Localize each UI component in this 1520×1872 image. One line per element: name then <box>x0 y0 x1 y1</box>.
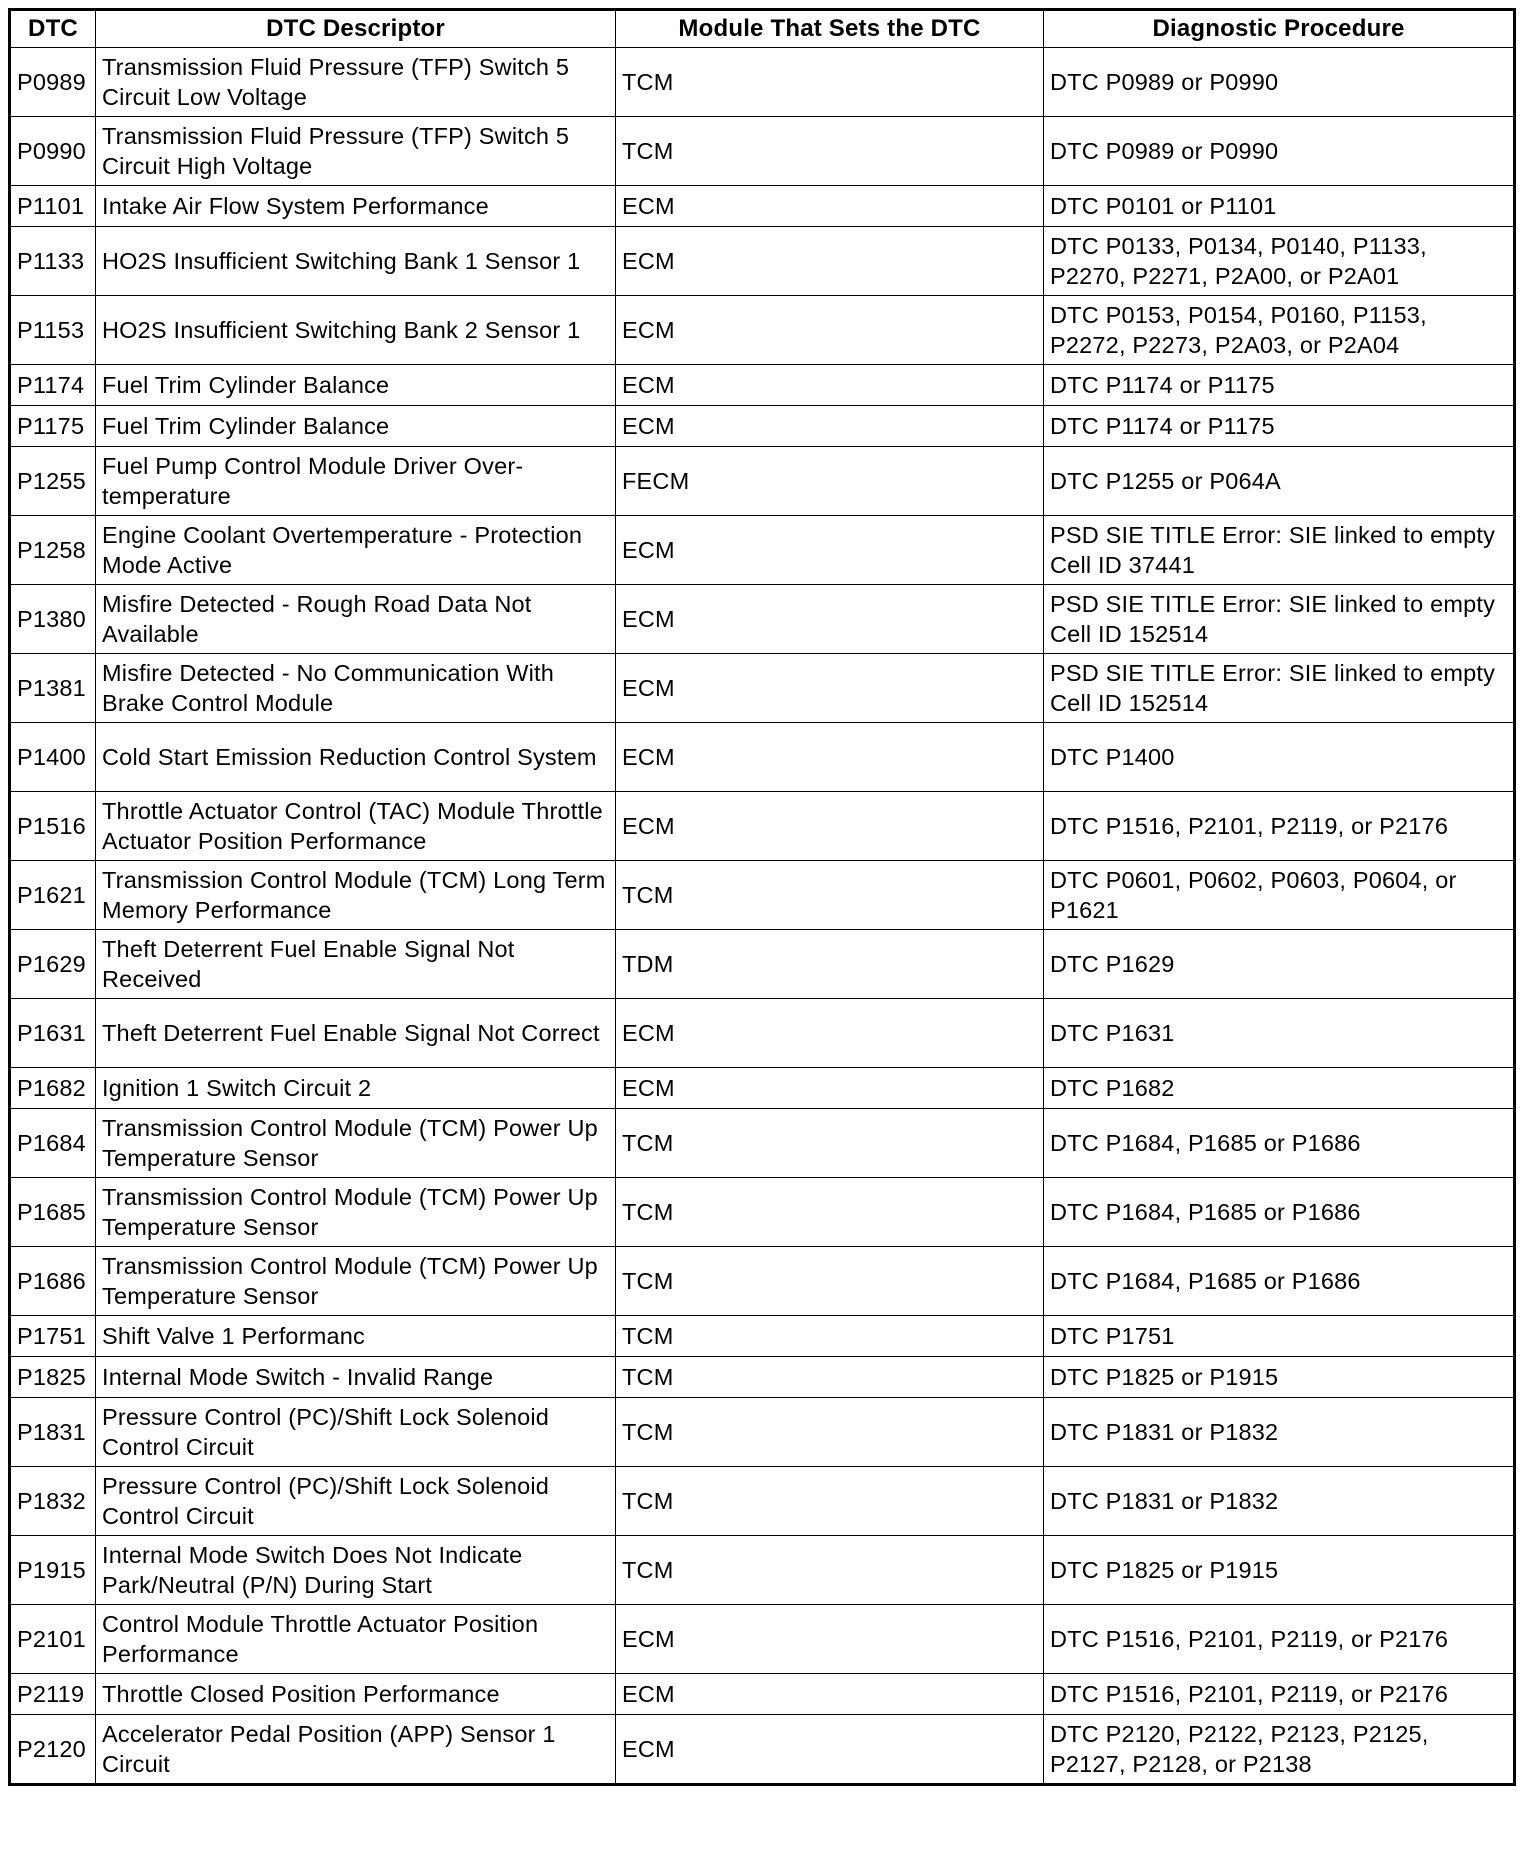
dtc-code-cell: P1255 <box>10 447 96 516</box>
descriptor-cell: Control Module Throttle Actuator Position Performance <box>96 1605 616 1674</box>
table-row <box>10 117 1515 186</box>
header-procedure: Diagnostic Procedure <box>1044 10 1515 48</box>
table-row <box>10 1605 1515 1674</box>
dtc-code-cell: P1751 <box>10 1316 96 1357</box>
table-row <box>10 930 1515 999</box>
module-cell: ECM <box>616 792 1044 861</box>
table-row <box>10 999 1515 1068</box>
procedure-cell: DTC P0601, P0602, P0603, P0604, or P1621 <box>1044 861 1515 930</box>
dtc-table <box>8 8 1516 1786</box>
procedure-cell: DTC P1825 or P1915 <box>1044 1536 1515 1605</box>
table-row <box>10 1247 1515 1316</box>
procedure-cell: DTC P1684, P1685 or P1686 <box>1044 1178 1515 1247</box>
module-cell: ECM <box>616 654 1044 723</box>
table-row <box>10 48 1515 117</box>
header-descriptor: DTC Descriptor <box>96 10 616 48</box>
dtc-code-cell: P2101 <box>10 1605 96 1674</box>
dtc-code-cell: P1101 <box>10 186 96 227</box>
module-cell: TCM <box>616 1109 1044 1178</box>
procedure-cell: PSD SIE TITLE Error: SIE linked to empty Cell ID 152514 <box>1044 585 1515 654</box>
descriptor-cell: Transmission Fluid Pressure (TFP) Switch 5 Circuit Low Voltage <box>96 48 616 117</box>
table-row <box>10 585 1515 654</box>
dtc-code-cell: P2119 <box>10 1674 96 1715</box>
dtc-code-cell: P1381 <box>10 654 96 723</box>
module-cell: TDM <box>616 930 1044 999</box>
descriptor-cell: Accelerator Pedal Position (APP) Sensor 1 Circuit <box>96 1715 616 1785</box>
dtc-code-cell: P1831 <box>10 1398 96 1467</box>
module-cell: ECM <box>616 365 1044 406</box>
procedure-cell: DTC P1684, P1685 or P1686 <box>1044 1247 1515 1316</box>
dtc-code-cell: P1629 <box>10 930 96 999</box>
descriptor-cell: Transmission Control Module (TCM) Power Up Temperature Sensor <box>96 1178 616 1247</box>
module-cell: ECM <box>616 1715 1044 1785</box>
module-cell: ECM <box>616 227 1044 296</box>
descriptor-cell: Transmission Control Module (TCM) Long Term Memory Performance <box>96 861 616 930</box>
procedure-cell: DTC P0153, P0154, P0160, P1153, P2272, P2273, P2A03, or P2A04 <box>1044 296 1515 365</box>
descriptor-cell: Internal Mode Switch Does Not Indicate Park/Neutral (P/N) During Start <box>96 1536 616 1605</box>
procedure-cell: DTC P1174 or P1175 <box>1044 406 1515 447</box>
table-row <box>10 296 1515 365</box>
procedure-cell: DTC P1682 <box>1044 1068 1515 1109</box>
table-row <box>10 861 1515 930</box>
table-row <box>10 1536 1515 1605</box>
table-row <box>10 1357 1515 1398</box>
module-cell: ECM <box>616 723 1044 792</box>
dtc-code-cell: P1174 <box>10 365 96 406</box>
procedure-cell: DTC P1751 <box>1044 1316 1515 1357</box>
table-row <box>10 1467 1515 1536</box>
table-row <box>10 365 1515 406</box>
dtc-code-cell: P1684 <box>10 1109 96 1178</box>
module-cell: ECM <box>616 516 1044 585</box>
module-cell: TCM <box>616 1316 1044 1357</box>
procedure-cell: DTC P0989 or P0990 <box>1044 48 1515 117</box>
header-module: Module That Sets the DTC <box>616 10 1044 48</box>
descriptor-cell: Pressure Control (PC)/Shift Lock Solenoid Control Circuit <box>96 1467 616 1536</box>
table-row <box>10 654 1515 723</box>
table-row <box>10 1068 1515 1109</box>
dtc-code-cell: P1400 <box>10 723 96 792</box>
table-row <box>10 516 1515 585</box>
module-cell: ECM <box>616 1674 1044 1715</box>
procedure-cell: DTC P1516, P2101, P2119, or P2176 <box>1044 792 1515 861</box>
procedure-cell: DTC P1631 <box>1044 999 1515 1068</box>
dtc-code-cell: P1915 <box>10 1536 96 1605</box>
descriptor-cell: Throttle Closed Position Performance <box>96 1674 616 1715</box>
table-row <box>10 1398 1515 1467</box>
table-header-row <box>10 10 1515 48</box>
table-row <box>10 227 1515 296</box>
module-cell: FECM <box>616 447 1044 516</box>
descriptor-cell: HO2S Insufficient Switching Bank 1 Sensor 1 <box>96 227 616 296</box>
descriptor-cell: Transmission Control Module (TCM) Power Up Temperature Sensor <box>96 1109 616 1178</box>
module-cell: ECM <box>616 296 1044 365</box>
procedure-cell: DTC P1174 or P1175 <box>1044 365 1515 406</box>
procedure-cell: DTC P1684, P1685 or P1686 <box>1044 1109 1515 1178</box>
descriptor-cell: Throttle Actuator Control (TAC) Module Throttle Actuator Position Performance <box>96 792 616 861</box>
module-cell: ECM <box>616 999 1044 1068</box>
dtc-code-cell: P2120 <box>10 1715 96 1785</box>
procedure-cell: DTC P1516, P2101, P2119, or P2176 <box>1044 1674 1515 1715</box>
dtc-code-cell: P1832 <box>10 1467 96 1536</box>
table-row <box>10 406 1515 447</box>
header-dtc: DTC <box>10 10 96 48</box>
module-cell: TCM <box>616 861 1044 930</box>
module-cell: TCM <box>616 1398 1044 1467</box>
table-row <box>10 1178 1515 1247</box>
dtc-code-cell: P0990 <box>10 117 96 186</box>
procedure-cell: DTC P1831 or P1832 <box>1044 1467 1515 1536</box>
dtc-code-cell: P1686 <box>10 1247 96 1316</box>
descriptor-cell: Misfire Detected - Rough Road Data Not Available <box>96 585 616 654</box>
table-row <box>10 1715 1515 1785</box>
descriptor-cell: Theft Deterrent Fuel Enable Signal Not Correct <box>96 999 616 1068</box>
dtc-code-cell: P1133 <box>10 227 96 296</box>
procedure-cell: DTC P1400 <box>1044 723 1515 792</box>
module-cell: TCM <box>616 48 1044 117</box>
dtc-code-cell: P1685 <box>10 1178 96 1247</box>
module-cell: TCM <box>616 1467 1044 1536</box>
table-row <box>10 447 1515 516</box>
module-cell: TCM <box>616 1536 1044 1605</box>
procedure-cell: PSD SIE TITLE Error: SIE linked to empty Cell ID 152514 <box>1044 654 1515 723</box>
table-row <box>10 792 1515 861</box>
procedure-cell: DTC P0133, P0134, P0140, P1133, P2270, P2271, P2A00, or P2A01 <box>1044 227 1515 296</box>
module-cell: TCM <box>616 1357 1044 1398</box>
procedure-cell: DTC P1629 <box>1044 930 1515 999</box>
procedure-cell: DTC P1516, P2101, P2119, or P2176 <box>1044 1605 1515 1674</box>
descriptor-cell: Cold Start Emission Reduction Control System <box>96 723 616 792</box>
module-cell: ECM <box>616 406 1044 447</box>
descriptor-cell: Shift Valve 1 Performanc <box>96 1316 616 1357</box>
descriptor-cell: Fuel Trim Cylinder Balance <box>96 406 616 447</box>
module-cell: ECM <box>616 1068 1044 1109</box>
descriptor-cell: Fuel Pump Control Module Driver Over-temperature <box>96 447 616 516</box>
dtc-code-cell: P1258 <box>10 516 96 585</box>
table-row <box>10 723 1515 792</box>
dtc-code-cell: P1621 <box>10 861 96 930</box>
table-row <box>10 1109 1515 1178</box>
descriptor-cell: Engine Coolant Overtemperature - Protection Mode Active <box>96 516 616 585</box>
module-cell: TCM <box>616 1178 1044 1247</box>
descriptor-cell: HO2S Insufficient Switching Bank 2 Sensor 1 <box>96 296 616 365</box>
procedure-cell: PSD SIE TITLE Error: SIE linked to empty Cell ID 37441 <box>1044 516 1515 585</box>
procedure-cell: DTC P0989 or P0990 <box>1044 117 1515 186</box>
procedure-cell: DTC P2120, P2122, P2123, P2125, P2127, P2128, or P2138 <box>1044 1715 1515 1785</box>
module-cell: TCM <box>616 117 1044 186</box>
module-cell: ECM <box>616 1605 1044 1674</box>
dtc-code-cell: P1153 <box>10 296 96 365</box>
dtc-code-cell: P1825 <box>10 1357 96 1398</box>
descriptor-cell: Ignition 1 Switch Circuit 2 <box>96 1068 616 1109</box>
procedure-cell: DTC P1831 or P1832 <box>1044 1398 1515 1467</box>
dtc-code-cell: P1175 <box>10 406 96 447</box>
procedure-cell: DTC P1255 or P064A <box>1044 447 1515 516</box>
procedure-cell: DTC P0101 or P1101 <box>1044 186 1515 227</box>
module-cell: TCM <box>616 1247 1044 1316</box>
dtc-code-cell: P0989 <box>10 48 96 117</box>
dtc-code-cell: P1682 <box>10 1068 96 1109</box>
module-cell: ECM <box>616 186 1044 227</box>
descriptor-cell: Intake Air Flow System Performance <box>96 186 616 227</box>
procedure-cell: DTC P1825 or P1915 <box>1044 1357 1515 1398</box>
table-row <box>10 1674 1515 1715</box>
dtc-code-cell: P1380 <box>10 585 96 654</box>
descriptor-cell: Fuel Trim Cylinder Balance <box>96 365 616 406</box>
dtc-code-cell: P1516 <box>10 792 96 861</box>
descriptor-cell: Transmission Fluid Pressure (TFP) Switch 5 Circuit High Voltage <box>96 117 616 186</box>
dtc-code-cell: P1631 <box>10 999 96 1068</box>
descriptor-cell: Misfire Detected - No Communication With Brake Control Module <box>96 654 616 723</box>
descriptor-cell: Theft Deterrent Fuel Enable Signal Not Received <box>96 930 616 999</box>
table-row <box>10 186 1515 227</box>
module-cell: ECM <box>616 585 1044 654</box>
descriptor-cell: Pressure Control (PC)/Shift Lock Solenoid Control Circuit <box>96 1398 616 1467</box>
descriptor-cell: Transmission Control Module (TCM) Power Up Temperature Sensor <box>96 1247 616 1316</box>
descriptor-cell: Internal Mode Switch - Invalid Range <box>96 1357 616 1398</box>
table-row <box>10 1316 1515 1357</box>
